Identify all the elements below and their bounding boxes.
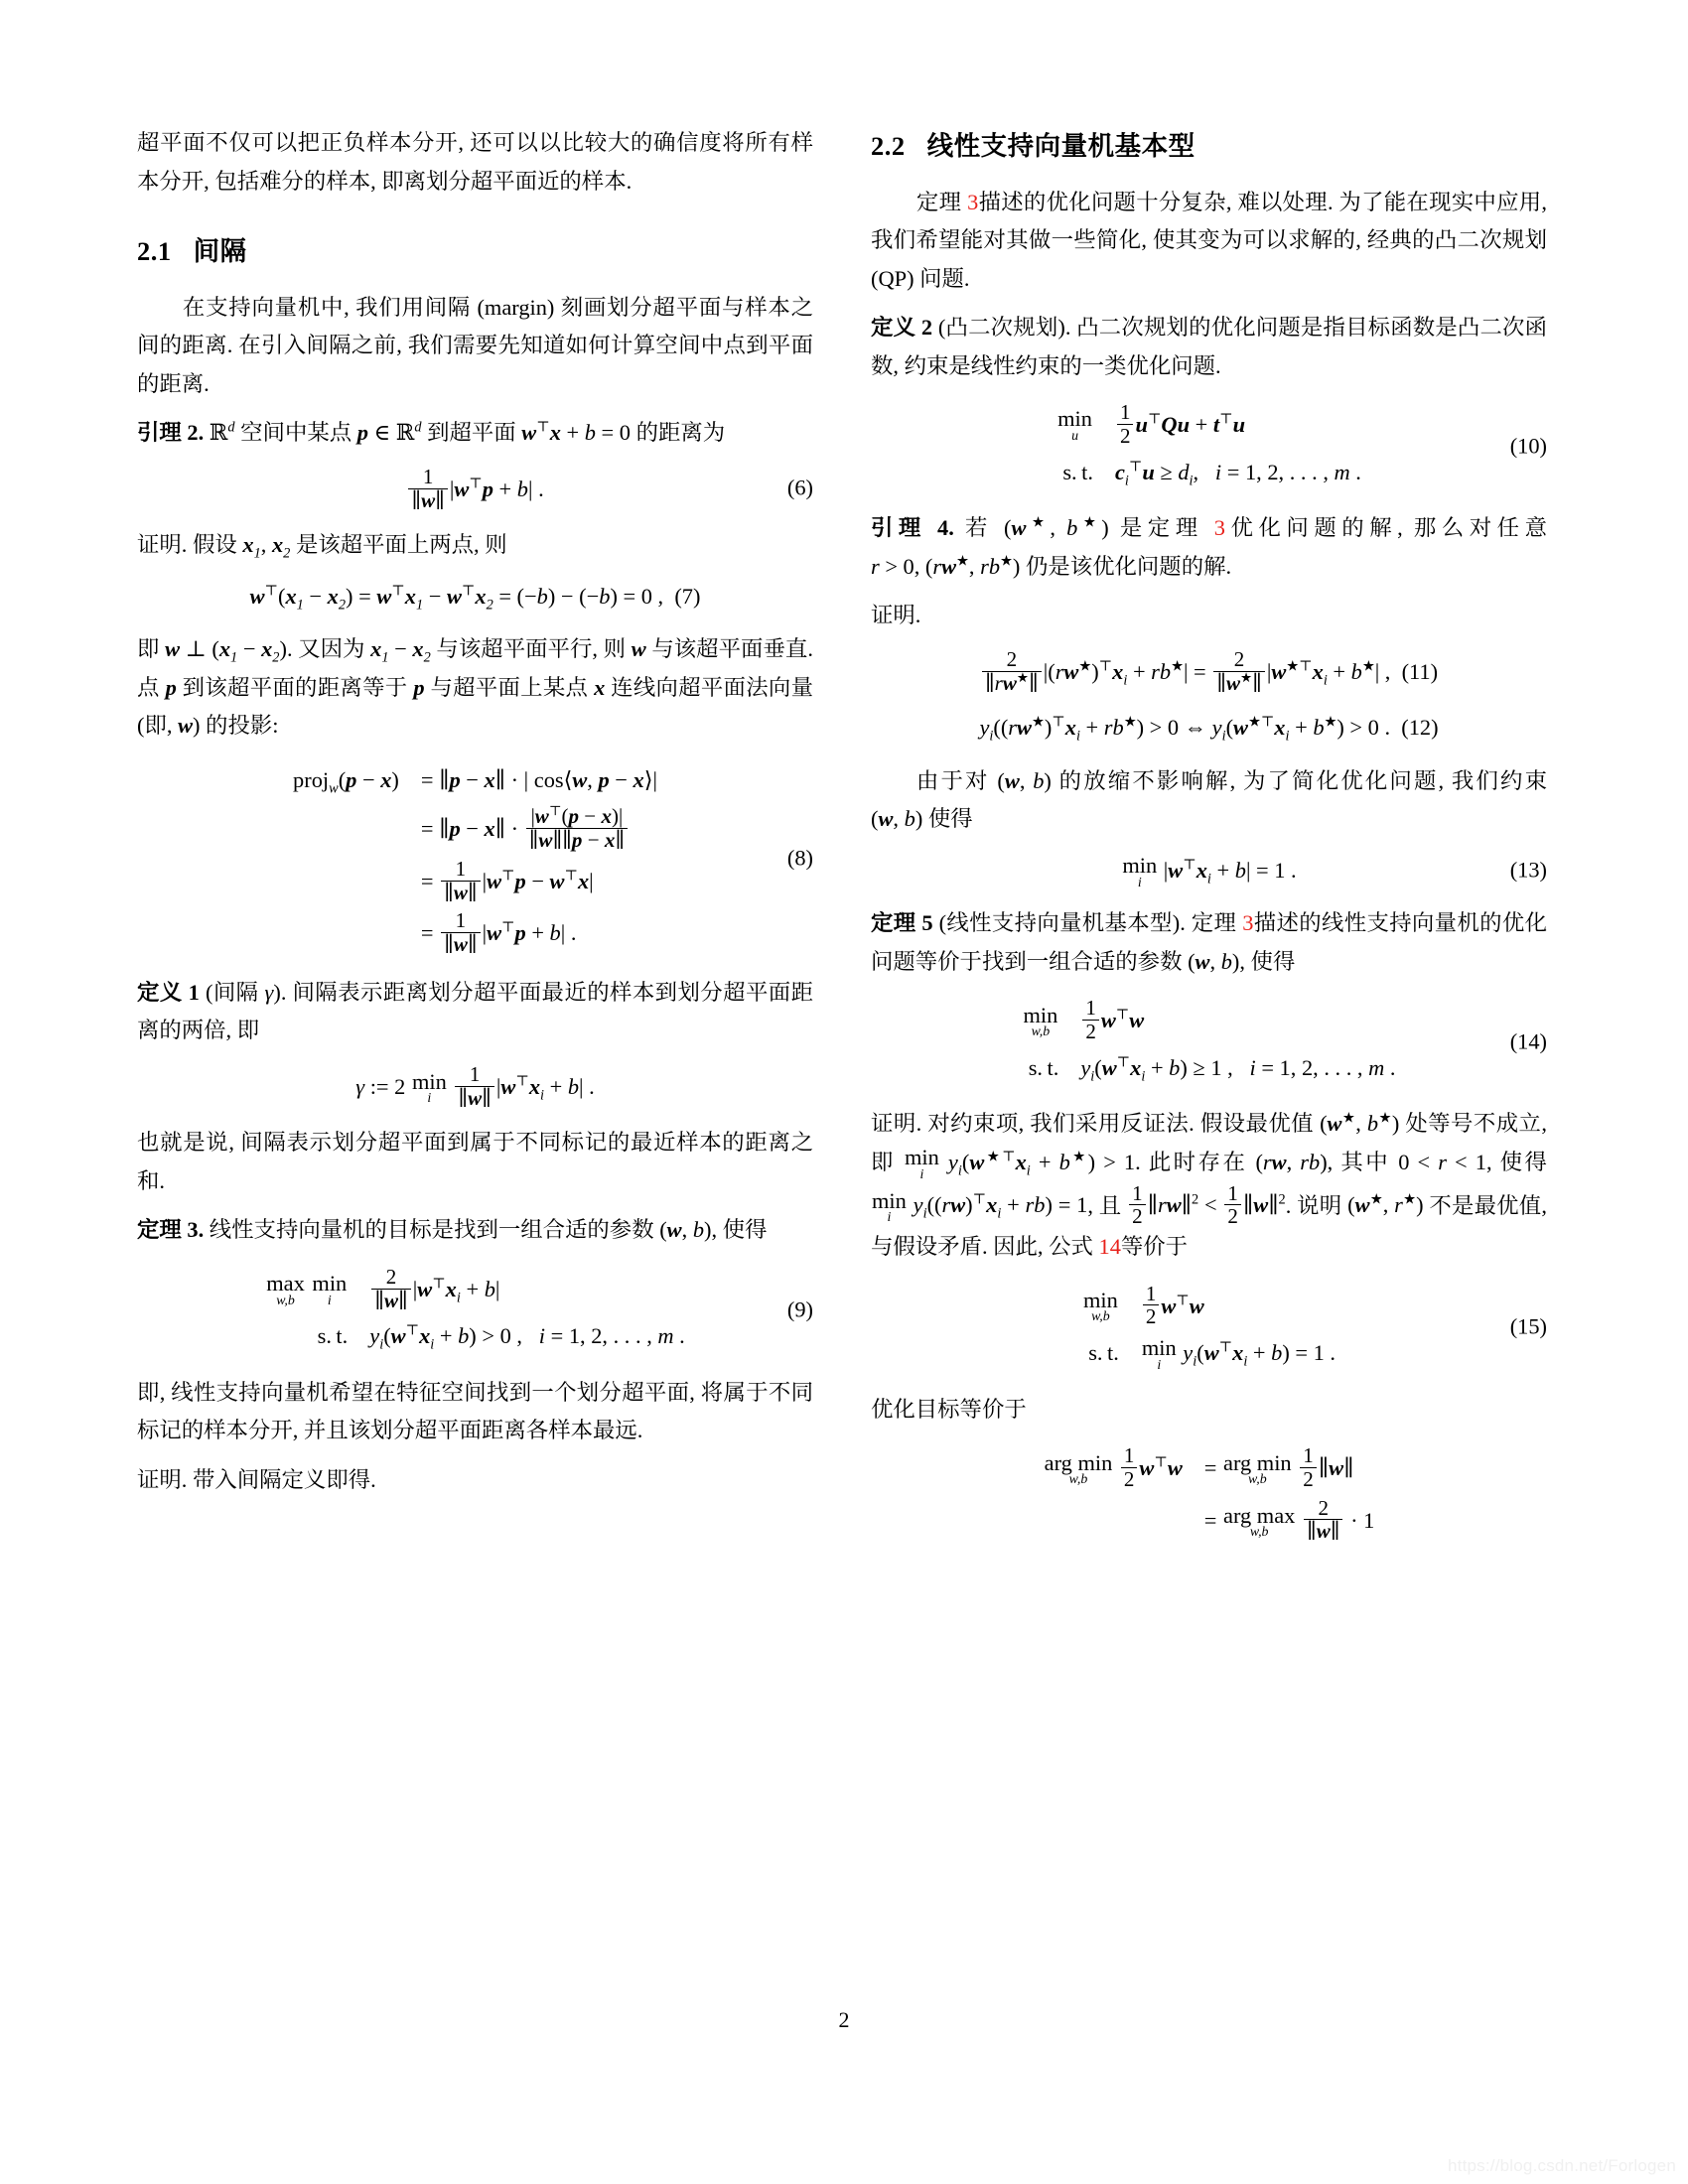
equation-14 <box>871 994 1547 1090</box>
equation-12-tag: (12) <box>1401 715 1439 741</box>
equation-argmin-body: arg min w,b $\frac{1}{2}$ w⊤w = arg min w,b $\frac{1}{2}$ ∥w∥ = arg max w,b $\frac{2}{\parallel w\parallel}$ · 1 <box>1044 1443 1375 1544</box>
watermark: https://blog.csdn.net/Forlogen <box>1448 2156 1676 2175</box>
right-column <box>871 124 1547 1990</box>
equation-11-tag: (11) <box>1401 658 1439 684</box>
proof-1-math-4: w <box>631 636 646 662</box>
theorem-5-c: , 使得 <box>1239 948 1296 974</box>
lemma-2-text-2: 到超平面 <box>427 420 516 446</box>
proof-4 <box>871 1105 1547 1266</box>
theorem-3-text: 线性支持向量机的目标是找到一组合适的参数 <box>209 1217 654 1243</box>
proof-4-math-7: (w★, r★) <box>1347 1191 1424 1218</box>
equation-8-tag: (8) <box>786 845 813 871</box>
lemma-4 <box>871 509 1547 586</box>
proof-4-h: 不是最优值, 与假设矛盾. 因此, 公式 <box>871 1192 1547 1260</box>
definition-1 <box>137 974 813 1050</box>
equation-12-body: $y_i((rw^★)^⊤x_i + rb^★) > 0$ ⇔ $y_i(w^{★⊤}x_i + b^★) > 0$ . (12) <box>979 714 1439 745</box>
equation-13-tag: (13) <box>1509 857 1547 883</box>
theorem-3-tail: , 使得 <box>711 1217 768 1243</box>
proof-4-f: , 且 <box>1087 1192 1122 1218</box>
proof-2: 证明. 带入间隔定义即得. <box>137 1467 376 1493</box>
lemma-4-c: 优化问题的解, 那么对任意 <box>1225 515 1547 541</box>
scaling-paragraph <box>871 762 1547 839</box>
proof-1-body-d: 与该超平面垂直. 点 <box>137 636 813 700</box>
reference-theorem-3-thm5[interactable]: 3 <box>1242 910 1254 936</box>
proof-1 <box>137 526 813 565</box>
lemma-4-label: 引理 4. <box>871 515 954 541</box>
definition-1-gamma: γ <box>264 979 274 1005</box>
definition-1-text: 间隔表示距离划分超平面最近的样本到划分超平面距离的两倍, 即 <box>137 979 814 1043</box>
equation-15-tag: (15) <box>1509 1313 1547 1339</box>
theorem-5-b: 描述的线性支持向量机的优化问题等价于找到一组合适的参数 <box>871 910 1548 974</box>
proof-4-c: . 此时存在 <box>1135 1150 1248 1175</box>
equation-11-body: $\frac{2}{\parallel rw^★\parallel}$ $|(rw^★)^⊤x_i + rb^★|$ = $\frac{2}{\parallel w^★\parallel}$ $|w^{★⊤}x_i + b^★|$ , (11) <box>980 648 1438 694</box>
lemma-2 <box>137 414 813 453</box>
equation-6-tag: (6) <box>786 475 813 500</box>
lemma-2-math-3: w⊤x + b = 0 <box>521 419 631 446</box>
theorem-3 <box>137 1211 813 1250</box>
equation-14-tag: (14) <box>1509 1028 1547 1054</box>
proof-1-tail: 是该超平面上两点, 则 <box>295 532 507 558</box>
proof-4-d: , 其中 <box>1327 1150 1391 1175</box>
definition-2-label: 定义 2 <box>871 315 933 341</box>
theorem-5-math: (w, b) <box>1188 948 1240 974</box>
proof-1-math-8: w <box>178 713 193 739</box>
theorem-5-label: 定理 5 <box>871 910 933 936</box>
equation-15-body: min w,b $\frac{1}{2}$ w⊤w s. t. min i $y_i(w^⊤x_i + b) = 1$ . <box>1082 1281 1336 1373</box>
proof-4-math-1: (w★, b★) <box>1320 1111 1400 1137</box>
proof-4-math-6: $\frac{1}{2}$ ∥rw∥$^2$ < $\frac{1}{2}$ ∥w∥$^2$ <box>1127 1192 1286 1217</box>
proof-4-g: . 说明 <box>1285 1192 1342 1218</box>
proof-1-body-h: ) 的投影: <box>193 713 279 739</box>
proof-1-math-6: p <box>413 674 425 700</box>
equation-argmin <box>871 1441 1547 1546</box>
two-column-body <box>137 124 1547 1990</box>
definition-2-text: 凸二次规划的优化问题是指目标函数是凸二次函数, 约束是线性约束的一类优化问题. <box>871 315 1548 378</box>
definition-1-paren-open: (间隔 <box>205 979 259 1005</box>
equation-7-body: $w^⊤(x_1 - x_2) = w^⊤x_1 - w^⊤x_2 = (-b) - (-b) = 0$ , (7) <box>249 583 701 614</box>
proof-1-body-g: 连线向超平面法向量 (即, <box>137 674 813 739</box>
equation-8 <box>137 758 813 959</box>
equation-14-body: min w,b $\frac{1}{2}$ w⊤w s. t. $y_i(w^⊤x_i + b) \ge 1$ , i = 1, 2, . . . , m . <box>1023 996 1396 1085</box>
proof-1-body-b: . 又因为 <box>286 636 365 662</box>
theorem-5-paren: (线性支持向量机基本型). <box>938 910 1186 936</box>
equation-9-tag: (9) <box>786 1297 813 1323</box>
proof-1-body-a: 即 <box>137 636 160 662</box>
lemma-4-d: 仍是该优化问题的解. <box>1025 553 1232 579</box>
after-definition-1: 也就是说, 间隔表示划分超平面到属于不同标记的最近样本的距离之和. <box>137 1130 813 1193</box>
proof-1-body-f: 与超平面上某点 <box>430 674 589 700</box>
lemma-4-b: 是定理 <box>1119 515 1203 541</box>
proof-1-body-e: 到该超平面的距离等于 <box>182 674 408 700</box>
equation-10 <box>871 398 1547 494</box>
equation-gamma <box>137 1063 813 1109</box>
proof-1-math-7: x <box>594 674 606 700</box>
reference-equation-14[interactable]: 14 <box>1098 1234 1121 1260</box>
section-2-2-number: 2.2 <box>871 131 906 161</box>
definition-2 <box>871 309 1547 385</box>
objective-equivalent: 优化目标等价于 <box>871 1396 1027 1422</box>
page-number: 2 <box>838 2007 850 2032</box>
equation-10-tag: (10) <box>1509 433 1547 459</box>
proof-4-i: 等价于 <box>1120 1234 1189 1260</box>
proof-4-math-5: min i $y_i((rw)^⊤x_i + rb) = 1$ <box>872 1187 1088 1225</box>
section-heading-2-1 <box>137 229 813 275</box>
equation-9-body: max w,b min i $\frac{2}{\parallel w\parallel}$ $|w^⊤x_i + b|$ s. t. $y_i(w^⊤x_i + b) > 0$ , i = 1, 2, . . . , m . <box>266 1264 685 1353</box>
left-column <box>137 124 813 1990</box>
equation-8-body: proj$_w$(p − x) = ∥p − x∥ · | cos⟨w, p − x⟩| = ∥p − x∥ · $\frac{|w^⊤(p - x)|}{\parallel w\parallel\parallel p - x\parallel}$ = $\frac{1}{\parallel w\parallel}$ |w⊤p − w⊤x| = $\frac{1}{\parallel w\parallel}$ |w⊤p + b| . <box>293 766 657 957</box>
section-number: 2.1 <box>137 236 172 267</box>
reference-theorem-3[interactable]: 3 <box>967 189 979 214</box>
theorem-3-label: 定理 3. <box>137 1217 205 1243</box>
proof-3-label: 证明. <box>871 603 921 628</box>
definition-1-paren-close: ). <box>273 979 287 1005</box>
intro-paragraph: 超平面不仅可以把正负样本分开, 还可以以比较大的确信度将所有样本分开, 包括难分的样本, 即离划分超平面近的样本. <box>137 130 813 194</box>
lemma-4-a: 若 <box>964 515 993 541</box>
intro-2-2 <box>871 184 1547 299</box>
theorem-5 <box>871 904 1547 981</box>
reference-theorem-3-lemma4[interactable]: 3 <box>1213 515 1225 541</box>
lemma-2-math-2: p ∈ ℝ$^d$ <box>356 419 422 446</box>
lemma-2-label: 引理 2. <box>137 420 205 446</box>
theorem-5-a: 定理 <box>1191 910 1237 936</box>
proof-1-body <box>137 630 813 746</box>
equation-7 <box>137 578 813 616</box>
proof-1-math-3: $x_1 - x_2$ <box>370 636 431 666</box>
equation-15 <box>871 1280 1547 1376</box>
scaling-a: 由于对 <box>915 767 990 793</box>
lemma-4-math-2: r > 0, (rw★, rb★) <box>871 553 1021 579</box>
lemma-4-math-1: (w★, b★) <box>1004 514 1109 541</box>
definition-1-label: 定义 1 <box>137 979 200 1005</box>
proof-4-math-3: (rw, rb) <box>1255 1150 1328 1175</box>
margin-paragraph: 在支持向量机中, 我们用间隔 (margin) 刻画划分超平面与样本之间的距离. 在引入间隔之前, 我们需要先知道如何计算空间中点到平面的距离. <box>137 294 813 396</box>
equation-10-body: min u $\frac{1}{2}$ u⊤Qu + t⊤u s. t. $c_i^⊤u \ge d_i$, i = 1, 2, . . . , m . <box>1057 400 1361 489</box>
proof-1-body-c: 与该超平面平行, 则 <box>436 636 627 662</box>
proof-4-e: , 使得 <box>1485 1150 1547 1175</box>
scaling-b: 的放缩不影响解, 为了简化优化问题, 我们约束 <box>1058 767 1547 793</box>
after-theorem-3: 即, 线性支持向量机希望在特征空间找到一个划分超平面, 将属于不同标记的样本分开, 并且该划分超平面距离各样本最远. <box>137 1379 813 1443</box>
proof-4-a: 证明. 对约束项, 我们采用反证法. 假设最优值 <box>871 1111 1315 1137</box>
section-heading-2-2 <box>871 124 1547 170</box>
intro-2-2-a: 定理 <box>915 189 962 214</box>
equation-gamma-body: γ := 2 min i $\frac{1}{\parallel w\parallel}$ $|w^⊤x_i + b|$ . <box>355 1061 595 1110</box>
proof-1-lead: 证明. 假设 <box>137 532 237 558</box>
section-title: 间隔 <box>193 236 247 267</box>
proof-1-math-5: p <box>165 674 177 700</box>
proof-1-math-1: $x_1$, $x_2$ <box>242 532 291 562</box>
proof-4-b: 处等号不成立, 即 <box>871 1111 1547 1175</box>
equation-13-body: min i $|w^⊤x_i + b| = 1$ . <box>1122 853 1297 890</box>
equation-9 <box>137 1263 813 1359</box>
scaling-math-2: (w, b) <box>871 806 923 832</box>
equation-6-body: $\frac{1}{\parallel w\parallel}$ |w⊤p + b| . <box>406 466 543 511</box>
lemma-2-text-3: 的距离为 <box>635 420 726 446</box>
equation-11 <box>871 648 1547 694</box>
proof-4-math-4: 0 < r < 1 <box>1398 1150 1486 1175</box>
definition-2-paren: (凸二次规划). <box>937 315 1071 341</box>
proof-4-math-2: min i $y_i(w^{★⊤}x_i + b^★) > 1$ <box>904 1145 1136 1182</box>
equation-12 <box>871 709 1547 748</box>
equation-7-tag: (7) <box>674 583 701 609</box>
intro-2-2-b: 描述的优化问题十分复杂, 难以处理. 为了能在现实中应用, 我们希望能对其做一些简化, 使其变为可以求解的, 经典的凸二次规划 (QP) 问题. <box>871 189 1547 291</box>
scaling-c: 使得 <box>927 806 973 832</box>
lemma-2-text-1: 空间中某点 <box>240 420 352 446</box>
theorem-3-math: (w, b) <box>659 1217 712 1243</box>
equation-13 <box>871 852 1547 890</box>
lemma-2-math-1: ℝ$^d$ <box>209 419 235 446</box>
proof-1-math-2: w ⊥ $(x_1 - x_2)$ <box>165 636 287 666</box>
equation-6 <box>137 466 813 511</box>
scaling-math-1: (w, b) <box>997 767 1052 793</box>
section-2-2-title: 线性支持向量机基本型 <box>926 131 1196 161</box>
